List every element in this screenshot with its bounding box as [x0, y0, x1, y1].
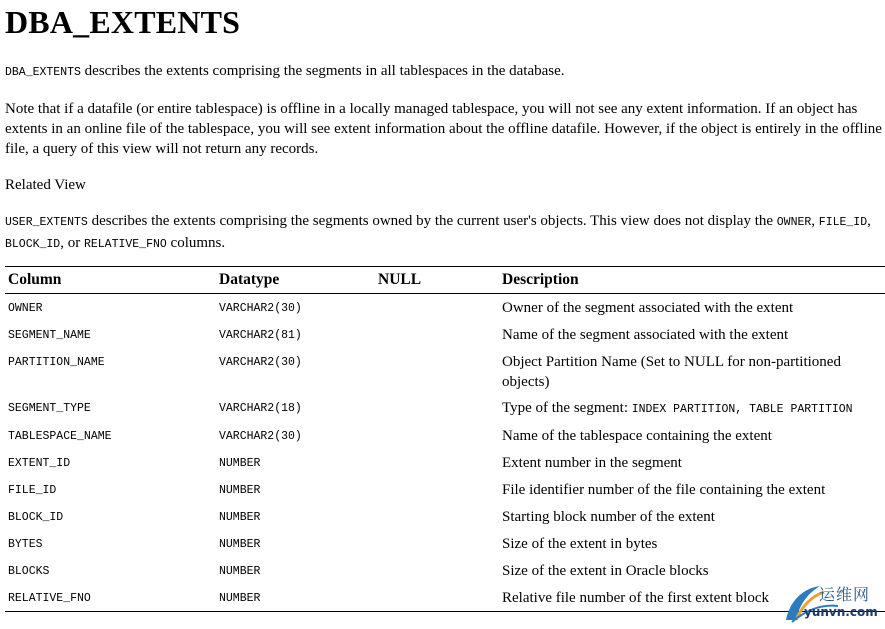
cell-description: Type of the segment: INDEX PARTITION, TABLE PARTITION [502, 400, 853, 416]
cell-description: Extent number in the segment [502, 455, 682, 471]
related-code-owner: OWNER [776, 216, 812, 229]
cell-datatype: NUMBER [219, 484, 261, 497]
page-title: DBA_EXTENTS [5, 4, 241, 40]
cell-description: Owner of the segment associated with the extent [502, 300, 794, 316]
cell-description: Relative file number of the first extent block [499, 584, 885, 612]
cell-description: Object Partition Name (Set to NULL for non-partitioned objects) [502, 354, 841, 390]
related-code-relative-fno: RELATIVE_FNO [83, 238, 167, 251]
intro-paragraph [5, 61, 885, 83]
cell-column: BYTES [8, 538, 43, 551]
cell-null [375, 394, 499, 422]
cell-datatype: NUMBER [219, 457, 261, 470]
columns-table [5, 266, 885, 612]
watermark-chinese-text: 运维网 [819, 585, 871, 604]
cell-datatype: NUMBER [219, 538, 261, 551]
table-row [5, 294, 885, 322]
cell-datatype: NUMBER [219, 511, 261, 524]
cell-null [375, 422, 499, 449]
cell-description: Starting block number of the extent [502, 509, 715, 525]
cell-description: Size of the extent in bytes [502, 536, 658, 552]
cell-description: Size of the extent in Oracle blocks [502, 563, 709, 579]
table-row [5, 584, 885, 612]
cell-column: SEGMENT_NAME [8, 329, 91, 342]
note-paragraph: Note that if a datafile (or entire tablespace) is offline in a locally managed tablespace, you will not see any extent information. If an object has extents in an online file of the tablespace, you will see extent information about the offline datafile. However, if the object is entirely in the offline file, a query of this view will not return any records. [5, 101, 882, 157]
related-code-block-id: BLOCK_ID [5, 238, 61, 251]
table-row [5, 394, 885, 422]
cell-column: FILE_ID [8, 484, 57, 497]
cell-column: BLOCKS [8, 565, 50, 578]
related-paragraph: USER_EXTENTS describes the extents comprising the segments owned by the current user's objects. This view does not display the OWNER, FILE_ID, BLOCK_ID, or RELATIVE_FNO columns. [5, 213, 871, 251]
header-null: NULL [375, 267, 499, 294]
cell-column: RELATIVE_FNO [5, 584, 216, 612]
watermark-domain-text: yunvn.com [804, 605, 878, 619]
cell-description: File identifier number of the file containing the extent [502, 482, 826, 498]
cell-description: Name of the segment associated with the extent [502, 327, 789, 343]
table-row [5, 348, 885, 394]
related-code-user-extents: USER_EXTENTS [5, 216, 88, 229]
cell-column: EXTENT_ID [8, 457, 71, 470]
segment-type-values: INDEX PARTITION, TABLE PARTITION [631, 403, 853, 416]
table-row [5, 557, 885, 584]
cell-column: PARTITION_NAME [8, 356, 105, 369]
cell-datatype: NUMBER [219, 565, 261, 578]
cell-column: TABLESPACE_NAME [8, 430, 112, 443]
intro-text: describes the extents comprising the segments in all tablespaces in the database. [80, 63, 565, 79]
table-row [5, 321, 885, 348]
cell-null [375, 294, 499, 322]
table-row [5, 422, 885, 449]
cell-null [375, 530, 499, 557]
cell-datatype: VARCHAR2(30) [219, 430, 302, 443]
cell-description: Name of the tablespace containing the extent [502, 428, 772, 444]
table-row [5, 530, 885, 557]
table-row [5, 503, 885, 530]
cell-column: BLOCK_ID [8, 511, 64, 524]
header-description: Description [499, 267, 885, 294]
table-row [5, 449, 885, 476]
related-code-file-id: FILE_ID [818, 216, 868, 229]
table-header-row [5, 267, 885, 294]
cell-null [375, 503, 499, 530]
cell-null [375, 557, 499, 584]
cell-null [375, 321, 499, 348]
cell-column: OWNER [8, 302, 43, 315]
cell-null [375, 449, 499, 476]
related-heading: Related View [5, 177, 86, 193]
intro-code: DBA_EXTENTS [5, 66, 81, 79]
cell-datatype: VARCHAR2(30) [219, 356, 302, 369]
header-datatype: Datatype [216, 267, 375, 294]
cell-datatype: VARCHAR2(30) [219, 302, 302, 315]
site-watermark [782, 580, 882, 626]
cell-null [375, 476, 499, 503]
table-row [5, 476, 885, 503]
cell-null [375, 584, 499, 612]
cell-datatype: VARCHAR2(18) [219, 402, 302, 415]
cell-null [375, 348, 499, 394]
cell-datatype: VARCHAR2(81) [219, 329, 302, 342]
cell-column: SEGMENT_TYPE [8, 402, 91, 415]
header-column: Column [5, 267, 216, 294]
cell-datatype: NUMBER [216, 584, 375, 612]
